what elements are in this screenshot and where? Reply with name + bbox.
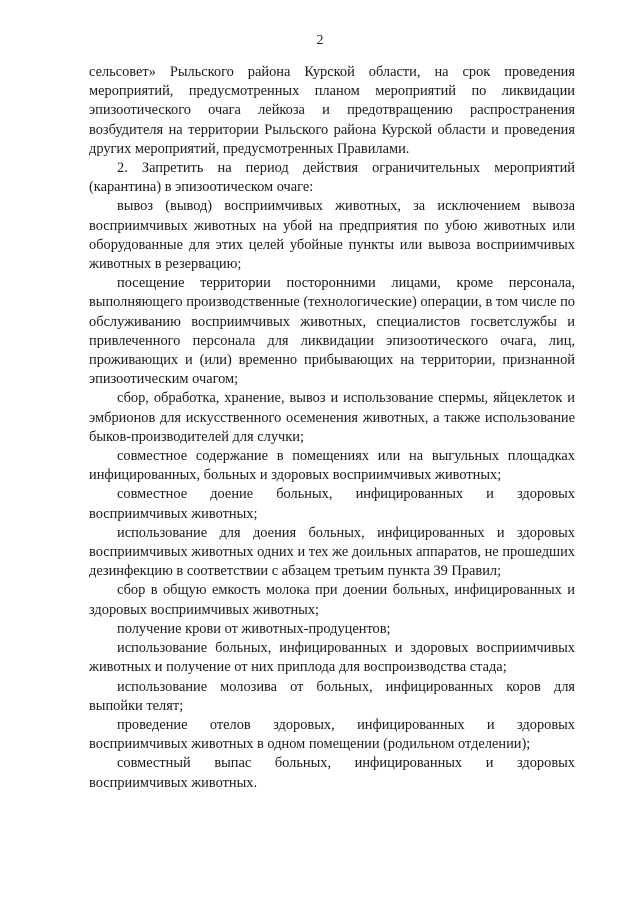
list-item: проведение отелов здоровых, инфицированных и здоровых восприимчивых животных в одном помещении (родильном отделении);	[89, 716, 575, 753]
list-item: получение крови от животных-продуцентов;	[117, 620, 391, 637]
list-item: сбор, обработка, хранение, вывоз и использование спермы, яйцеклеток и эмбрионов для искусственного осеменения животных, а также использование быков-производителей для случки;	[89, 390, 575, 445]
paragraph-continuation: сельсовет» Рыльского района Курской области, на срок проведения мероприятий, предусмотренных планом мероприятий по ликвидации эпизоотического очага лейкоза и предотвращению распространения возбудителя на территории Рыльского района Курской области и проведения других мероприятий, предусмотренных Правилами.	[89, 64, 575, 157]
list-item: вывоз (вывод) восприимчивых животных, за исключением вывоза восприимчивых животных на убой на предприятия по убою животных или оборудованные для этих целей убойные пункты или вывоза восприимчивых животных в резервацию;	[89, 198, 575, 273]
list-item: использование молозива от больных, инфицированных коров для выпойки телят;	[89, 678, 575, 714]
page-number: 2	[316, 33, 324, 48]
list-item: совместный выпас больных, инфицированных и здоровых восприимчивых животных.	[89, 755, 575, 791]
list-item: совместное содержание в помещениях или на выгульных площадках инфицированных, больных и здоровых восприимчивых животных;	[89, 448, 575, 484]
list-item: совместное доение больных, инфицированных и здоровых восприимчивых животных;	[89, 486, 575, 522]
list-item: сбор в общую емкость молока при доении больных, инфицированных и здоровых восприимчивых животных;	[89, 582, 575, 618]
document-body	[89, 63, 575, 793]
list-item: использование больных, инфицированных и здоровых восприимчивых животных и получение от них приплода для воспроизводства стада;	[89, 640, 575, 676]
list-item: посещение территории посторонними лицами, кроме персонала, выполняющего производственные (технологические) операции, в том числе по обслуживанию восприимчивых животных, специалистов госветслужбы и привлеченного персонала для ликвидации эпизоотического очага, лиц, проживающих и (или) временно прибывающих на территории, признанной эпизоотическим очагом;	[89, 275, 576, 388]
list-item: использование для доения больных, инфицированных и здоровых восприимчивых животных одних и тех же доильных аппаратов, не прошедших дезинфекцию в соответствии с абзацем третьим пункта 39 Правил;	[89, 524, 575, 580]
paragraph-prohibition-intro: 2. Запретить на период действия ограничительных мероприятий (карантина) в эпизоотическом очаге:	[89, 160, 575, 196]
